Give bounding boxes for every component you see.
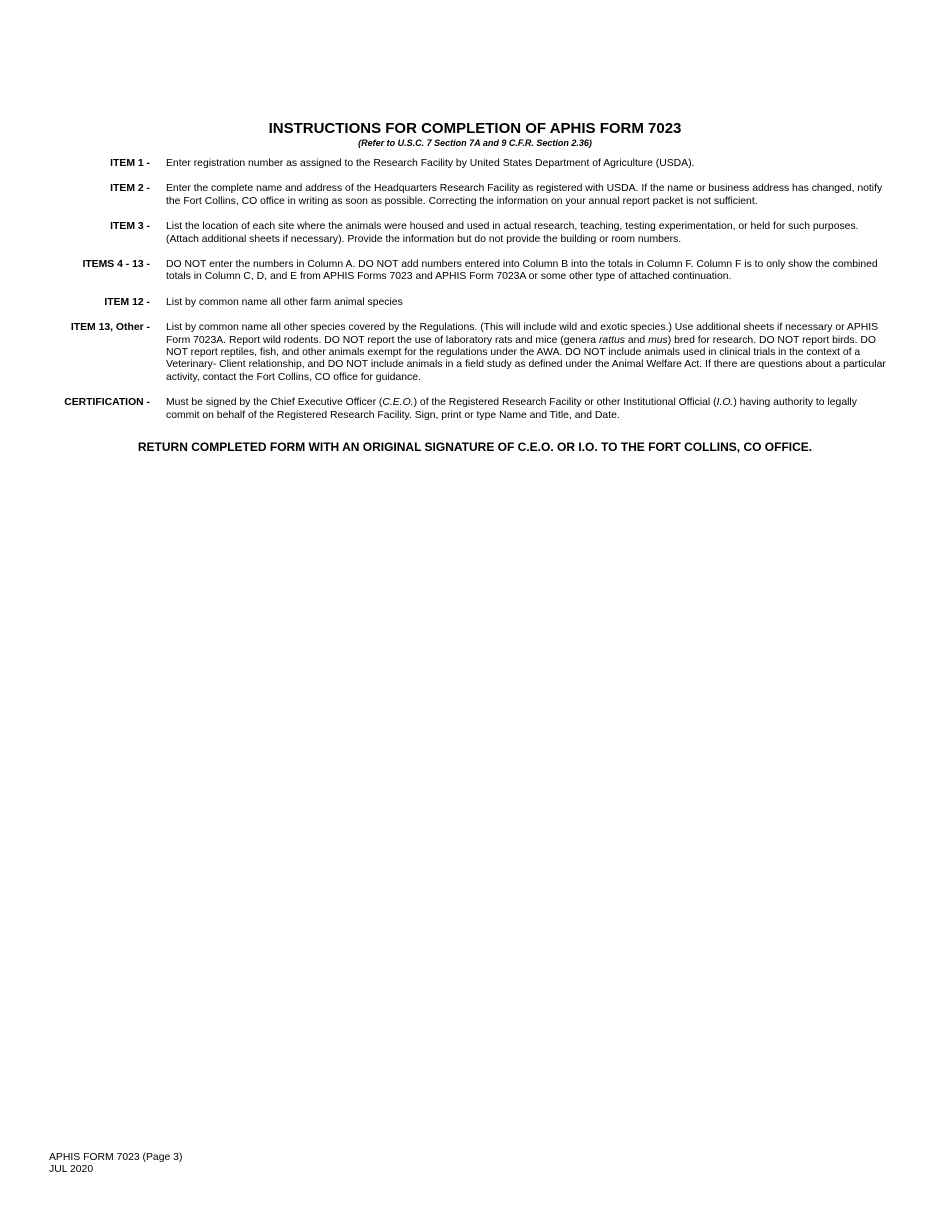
instruction-item-12 — [40, 297, 892, 309]
item-text: DO NOT enter the numbers in Column A. DO NOT add numbers entered into Column B into the totals in Column F. Column F is to only show the combined totals in Column C, D, and E from APHIS Forms 7023 and APHIS Form 7023A or some other type of attached continuation. — [166, 259, 878, 283]
instruction-items-4-13 — [40, 259, 892, 284]
item-text — [166, 322, 892, 384]
instruction-item-13-other — [40, 322, 892, 384]
item-label: ITEMS 4 - 13 - — [82, 259, 150, 271]
genus-rattus: rattus — [598, 334, 625, 346]
item-label: CERTIFICATION - — [64, 397, 150, 409]
instruction-item-2 — [40, 183, 892, 208]
instruction-list — [40, 158, 892, 435]
abbr-io: I.O. — [716, 397, 734, 409]
item-text: Enter registration number as assigned to the Research Facility by United States Department of Agriculture (USDA). — [166, 158, 695, 169]
item-text — [166, 397, 892, 422]
genus-mus: mus — [648, 334, 668, 346]
item-label: ITEM 2 - — [110, 183, 150, 195]
form-date: JUL 2020 — [49, 1164, 94, 1176]
text-segment: List by common name all other species covered by the Regulations. (This will include wild and exotic species.) Use additional sheets if necessary or APHIS Form 7023A. Report wild rodents. DO NOT report the use of laboratory rats and mice (genera — [166, 322, 879, 346]
text-segment: and — [624, 334, 649, 346]
instruction-certification — [40, 397, 892, 422]
page-subtitle: (Refer to U.S.C. 7 Section 7A and 9 C.F.R. Section 2.36) — [358, 138, 592, 148]
item-text: List by common name all other farm animal species — [166, 296, 403, 308]
item-label: ITEM 3 - — [110, 221, 150, 233]
return-instructions: RETURN COMPLETED FORM WITH AN ORIGINAL SIGNATURE OF C.E.O. OR I.O. TO THE FORT COLLINS, CO OFFICE. — [137, 440, 813, 454]
page-title: INSTRUCTIONS FOR COMPLETION OF APHIS FORM 7023 — [268, 120, 682, 137]
item-label: ITEM 13, Other - — [70, 322, 150, 334]
form-footer — [49, 1152, 182, 1177]
item-label: ITEM 12 - — [104, 296, 150, 308]
item-text: Enter the complete name and address of the Headquarters Research Facility as registered with USDA. If the name or business address has changed, notify the Fort Collins, CO office in writing as soon as possible. Correcting the information on your annual report packet is not sufficient. — [166, 183, 883, 207]
instruction-item-3 — [40, 221, 892, 246]
text-segment: Must be signed by the Chief Executive Officer ( — [166, 397, 383, 409]
text-segment: ) of the Registered Research Facility or other Institutional Official ( — [413, 397, 717, 409]
item-text: List the location of each site where the animals were housed and used in actual research, teaching, testing experimentation, or held for such purposes. (Attach additional sheets if necessary). Provide the information but do not provide the building or room numbers. — [166, 221, 859, 245]
text-segment: ) bred for research. DO NOT report birds. DO NOT report reptiles, fish, and other animals exempt for the regulations under the AWA. DO NOT include animals used in clinical trials in the context of a Veterinary- Client relationship, and DO NOT include animals in a field study as defined under the Animal Welfare Act. If there are questions about a particular activity, contact the Fort Collins, CO office for guidance. — [166, 334, 886, 383]
form-id: APHIS FORM 7023 (Page 3) — [49, 1152, 183, 1163]
abbr-ceo: C.E.O. — [382, 397, 414, 409]
item-label: ITEM 1 - — [110, 158, 150, 169]
instruction-item-1 — [40, 158, 892, 170]
text-segment: ) having authority to legally commit on behalf of the Registered Research Facility. Sign, print or type Name and Title, and Date. — [166, 397, 857, 421]
